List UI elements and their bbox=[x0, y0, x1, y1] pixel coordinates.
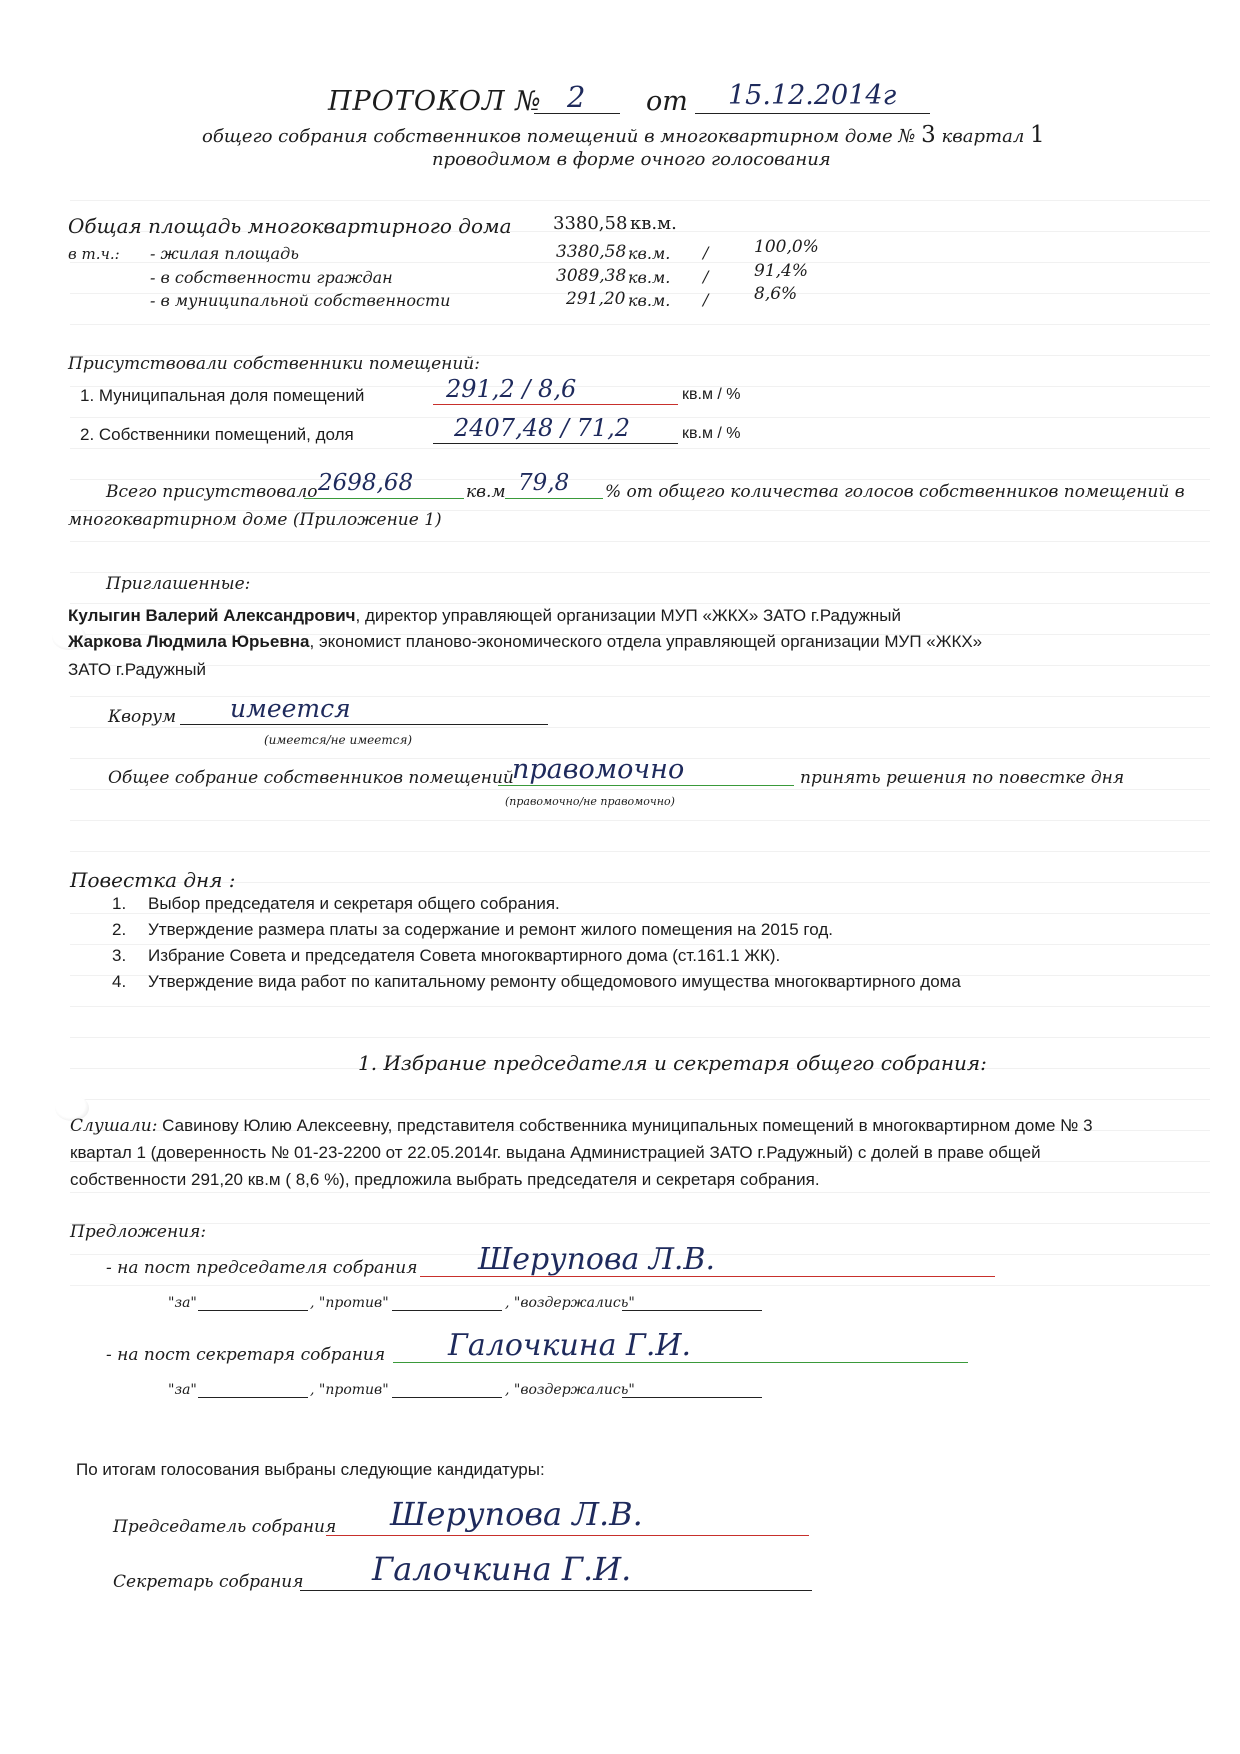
quarter-label: квартал bbox=[941, 126, 1025, 147]
area-title: Общая площадь многоквартирного дома bbox=[68, 214, 512, 238]
listened-line-1 bbox=[70, 1116, 1093, 1136]
vote-against-line bbox=[392, 1397, 502, 1398]
chair-proposal-value: Шерупова Л.В. bbox=[478, 1242, 716, 1277]
area-row-pct: 100,0% bbox=[754, 237, 819, 257]
agenda-item-number: 3. bbox=[112, 946, 127, 965]
quorum-line bbox=[180, 724, 548, 725]
owners-share-label: 2. Собственники помещений, доля bbox=[80, 425, 354, 444]
total-present-label: Всего присутствовало bbox=[106, 482, 318, 502]
result-chair-label: Председатель собрания bbox=[113, 1517, 337, 1537]
protocol-date-line bbox=[695, 113, 930, 114]
total-present-unit: кв.м bbox=[466, 482, 506, 502]
area-row-value: 3089,38 bbox=[556, 266, 627, 286]
listened-line-2: квартал 1 (доверенность № 01-23-2200 от 22.05.2014г. выдана Администрацией ЗАТО г.Радужный) с долей в праве общей bbox=[70, 1143, 1041, 1162]
agenda-item-text: Утверждение вида работ по капитальному ремонту общедомового имущества многоквартирного дома bbox=[148, 972, 961, 991]
vote-for-label: "за" bbox=[168, 1382, 197, 1398]
vote-abstain-line bbox=[622, 1397, 762, 1398]
subtitle-line-2: проводимом в форме очного голосования bbox=[432, 149, 831, 170]
area-row-sep: / bbox=[703, 290, 709, 309]
assembly-line bbox=[498, 785, 794, 786]
quorum-value: имеется bbox=[230, 694, 351, 723]
protocol-from-label: от bbox=[646, 86, 688, 117]
listened-line-3: собственности 291,20 кв.м ( 8,6 %), предложила выбрать председателя и секретаря собрания. bbox=[70, 1170, 820, 1189]
total-present-suffix-2: многоквартирном доме (Приложение 1) bbox=[68, 510, 442, 530]
total-present-value: 2698,68 bbox=[318, 470, 414, 496]
section-1-heading: 1. Избрание председателя и секретаря общего собрания: bbox=[358, 1051, 987, 1075]
invited-heading: Приглашенные: bbox=[106, 574, 251, 594]
assembly-value: правомочно bbox=[512, 754, 685, 785]
area-row-label: - в муниципальной собственности bbox=[150, 291, 451, 310]
municipal-share-line bbox=[433, 404, 678, 405]
result-chair-line bbox=[326, 1535, 809, 1536]
municipal-share-label: 1. Муниципальная доля помещений bbox=[80, 386, 365, 405]
invited-person-1 bbox=[68, 606, 901, 626]
total-present-pct-line bbox=[505, 498, 603, 499]
secretary-proposal-label: - на пост секретаря собрания bbox=[106, 1345, 386, 1365]
municipal-share-unit: кв.м / % bbox=[682, 386, 741, 403]
invited-person-1-name: Кулыгин Валерий Александрович bbox=[68, 606, 356, 625]
subtitle-line-1: общего собрания собственников помещений в многоквартирном доме № 3 квартал 1 bbox=[202, 122, 1045, 148]
municipal-share-value: 291,2 / 8,6 bbox=[446, 375, 577, 403]
vote-against-label: , "против" bbox=[310, 1382, 389, 1398]
results-intro: По итогам голосования выбраны следующие кандидатуры: bbox=[76, 1460, 545, 1479]
area-row-pct: 8,6% bbox=[754, 284, 798, 304]
agenda-item-text: Утверждение размера платы за содержание и ремонт жилого помещения на 2015 год. bbox=[148, 920, 833, 939]
protocol-number-line bbox=[534, 113, 620, 114]
assembly-hint: (правомочно/не правомочно) bbox=[505, 795, 675, 808]
total-present-pct: 79,8 bbox=[518, 470, 570, 496]
area-incl-label: в т.ч.: bbox=[68, 245, 120, 263]
area-row-pct: 91,4% bbox=[754, 261, 809, 281]
invited-person-2 bbox=[68, 632, 982, 652]
listened-text-1: Савинову Юлию Алексеевну, представителя собственника муниципальных помещений в многоквартирном доме № 3 bbox=[157, 1116, 1093, 1135]
house-number: 3 bbox=[921, 122, 936, 148]
protocol-title-label: ПРОТОКОЛ № bbox=[328, 86, 542, 117]
vote-abstain-label: , "воздержались" bbox=[505, 1382, 635, 1398]
protocol-number: 2 bbox=[567, 80, 586, 114]
protocol-date: 15.12.2014г bbox=[728, 80, 897, 111]
invited-person-1-role: , директор управляющей организации МУП «ЖКХ» ЗАТО г.Радужный bbox=[355, 606, 902, 625]
invited-person-2-role: , экономист планово-экономического отдела управляющей организации МУП «ЖКХ» bbox=[309, 632, 983, 651]
vote-for-line bbox=[198, 1310, 308, 1311]
area-row-value: 291,20 bbox=[566, 289, 626, 309]
area-total-unit: кв.м. bbox=[630, 213, 677, 234]
vote-against-label: , "против" bbox=[310, 1295, 389, 1311]
secretary-proposal-line bbox=[393, 1362, 968, 1363]
agenda-heading: Повестка дня : bbox=[70, 868, 236, 892]
result-secretary-line bbox=[300, 1590, 812, 1591]
vote-for-label: "за" bbox=[168, 1295, 197, 1311]
assembly-label: Общее собрание собственников помещений bbox=[108, 768, 514, 788]
agenda-item-number: 1. bbox=[112, 894, 127, 913]
area-row-sep: / bbox=[703, 243, 709, 262]
agenda-item-text: Выбор председателя и секретаря общего собрания. bbox=[148, 894, 560, 913]
invited-person-2-name: Жаркова Людмила Юрьевна bbox=[68, 632, 310, 651]
result-chair-signature: Шерупова Л.В. bbox=[390, 1495, 643, 1533]
chair-proposal-line bbox=[420, 1276, 995, 1277]
attendance-heading: Присутствовали собственники помещений: bbox=[68, 354, 480, 374]
area-row-value: 3380,58 bbox=[556, 242, 627, 262]
owners-share-unit: кв.м / % bbox=[682, 425, 741, 442]
area-row-label: - в собственности граждан bbox=[150, 268, 393, 287]
area-row-unit: кв.м. bbox=[628, 268, 671, 287]
area-row-label: - жилая площадь bbox=[150, 244, 299, 263]
chair-proposal-label: - на пост председателя собрания bbox=[106, 1258, 418, 1278]
quarter-number: 1 bbox=[1030, 122, 1045, 148]
vote-against-line bbox=[392, 1310, 502, 1311]
agenda-item-number: 2. bbox=[112, 920, 127, 939]
area-row-sep: / bbox=[703, 267, 709, 286]
proposals-label: Предложения: bbox=[70, 1222, 207, 1242]
vote-for-line bbox=[198, 1397, 308, 1398]
area-row-unit: кв.м. bbox=[628, 291, 671, 310]
agenda-item-number: 4. bbox=[112, 972, 127, 991]
vote-abstain-line bbox=[622, 1310, 762, 1311]
bleed-through-texture bbox=[70, 170, 1210, 1310]
area-total-value: 3380,58 bbox=[553, 213, 628, 234]
quorum-label: Кворум bbox=[108, 707, 177, 727]
area-row-unit: кв.м. bbox=[628, 244, 671, 263]
result-secretary-signature: Галочкина Г.И. bbox=[372, 1550, 632, 1588]
assembly-suffix: принять решения по повестке дня bbox=[800, 768, 1125, 788]
total-present-line bbox=[304, 498, 464, 499]
owners-share-value: 2407,48 / 71,2 bbox=[454, 414, 631, 442]
agenda-item-text: Избрание Совета и председателя Совета многоквартирного дома (ст.161.1 ЖК). bbox=[148, 946, 781, 965]
result-secretary-label: Секретарь собрания bbox=[113, 1572, 304, 1592]
invited-person-2-role-cont: ЗАТО г.Радужный bbox=[68, 660, 207, 679]
owners-share-line bbox=[433, 443, 678, 444]
quorum-hint: (имеется/не имеется) bbox=[264, 733, 413, 747]
total-present-suffix: % от общего количества голосов собственников помещений в bbox=[605, 482, 1185, 502]
vote-abstain-label: , "воздержались" bbox=[505, 1295, 635, 1311]
listened-label: Слушали: bbox=[70, 1116, 158, 1136]
secretary-proposal-value: Галочкина Г.И. bbox=[448, 1328, 692, 1363]
